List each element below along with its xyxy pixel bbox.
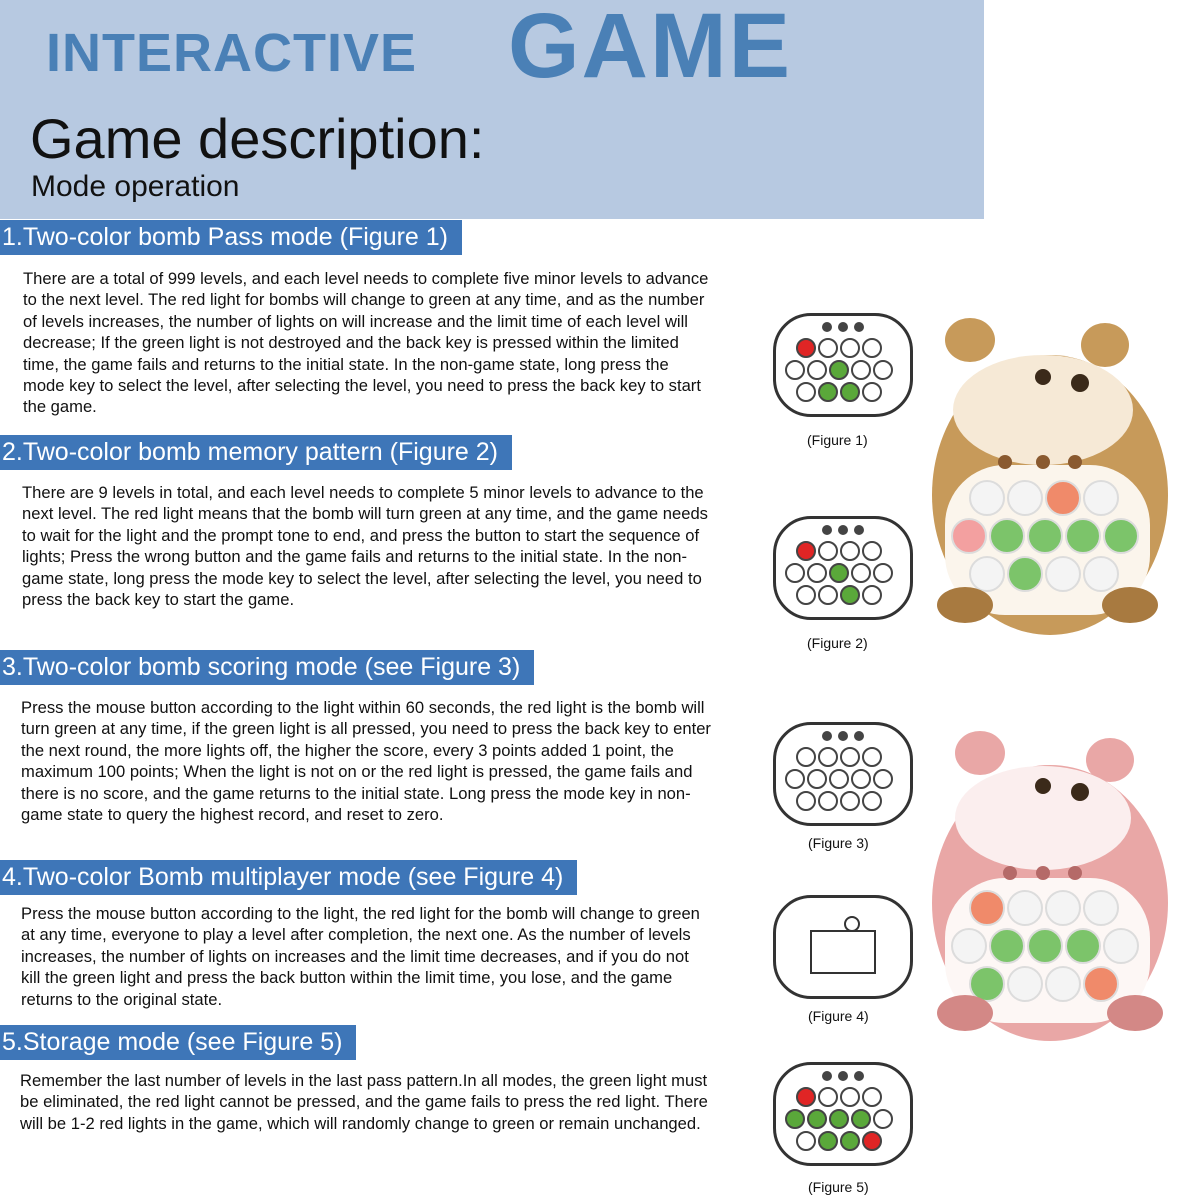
toy-light: [1046, 891, 1080, 925]
hamster-ear-left: [945, 318, 995, 362]
section-3-title: 3.Two-color bomb scoring mode (see Figure 3): [0, 650, 534, 685]
light-white: [851, 769, 871, 789]
light-white: [785, 563, 805, 583]
toy-light: [1084, 557, 1118, 591]
light-white: [785, 769, 805, 789]
light-white: [796, 747, 816, 767]
mode-button: [854, 322, 864, 332]
figure-3-device: [773, 722, 913, 826]
hamster-eye-right: [1071, 783, 1089, 801]
toy-light: [1104, 519, 1138, 553]
light-white: [807, 769, 827, 789]
light-white: [873, 360, 893, 380]
figure-1-caption: (Figure 1): [807, 432, 868, 448]
section-1-title: 1.Two-color bomb Pass mode (Figure 1): [0, 220, 462, 255]
mode-button: [854, 731, 864, 741]
figure-4-device: [773, 895, 913, 999]
light-green: [818, 1131, 838, 1151]
toy-light: [1104, 929, 1138, 963]
light-white: [873, 769, 893, 789]
paw-button-2: [1036, 455, 1050, 469]
light-white: [818, 541, 838, 561]
toy-light: [1084, 891, 1118, 925]
light-red: [796, 338, 816, 358]
hamster-foot-left: [937, 587, 993, 623]
toy-light: [1046, 481, 1080, 515]
hamster-ear-right: [1081, 323, 1129, 367]
mode-button: [854, 1071, 864, 1081]
light-white: [818, 585, 838, 605]
light-white: [840, 541, 860, 561]
hamster-foot-left: [937, 995, 993, 1031]
toy-light: [970, 481, 1004, 515]
light-white: [862, 747, 882, 767]
toy-light: [1066, 519, 1100, 553]
light-white: [818, 791, 838, 811]
hamster-foot-right: [1102, 587, 1158, 623]
light-green: [807, 1109, 827, 1129]
light-red: [796, 1087, 816, 1107]
light-white: [851, 360, 871, 380]
toy-light: [1008, 557, 1042, 591]
toy-light: [952, 929, 986, 963]
mode-button: [838, 1071, 848, 1081]
light-white: [807, 360, 827, 380]
figure-4-button: [844, 916, 860, 932]
toy-light: [990, 929, 1024, 963]
light-red: [796, 541, 816, 561]
light-white: [796, 791, 816, 811]
mode-button: [822, 731, 832, 741]
light-white: [829, 769, 849, 789]
light-white: [840, 1087, 860, 1107]
toy-light: [970, 891, 1004, 925]
pink-hamster-toy: [925, 728, 1175, 1048]
light-white: [818, 747, 838, 767]
paw-button-1: [998, 455, 1012, 469]
mode-button: [822, 322, 832, 332]
section-2-title: 2.Two-color bomb memory pattern (Figure 2): [0, 435, 512, 470]
figure-2-caption: (Figure 2): [807, 635, 868, 651]
light-green: [840, 382, 860, 402]
toy-light: [1028, 519, 1062, 553]
light-white: [840, 747, 860, 767]
section-2-body: There are 9 levels in total, and each level needs to complete 5 minor levels to advance to the next level. The red light means that the bomb will turn green at any time, and the game needs to wait for the light and the prompt tone to end, and press the button to start the sequence of lights; Press the wrong button and the game fails and returns to the initial state. In the non-game state, long press the mode key to select the level, after selecting the level, you need to press the back key to start the game.: [22, 483, 708, 610]
figure-2-device: [773, 516, 913, 620]
toy-light: [1046, 557, 1080, 591]
hamster-foot-right: [1107, 995, 1163, 1031]
toy-light: [1008, 481, 1042, 515]
figure-3-caption: (Figure 3): [808, 835, 869, 851]
figure-5-caption: (Figure 5): [808, 1179, 869, 1195]
light-white: [818, 338, 838, 358]
toy-light: [970, 557, 1004, 591]
mode-button: [838, 525, 848, 535]
light-red: [862, 1131, 882, 1151]
section-4-title: 4.Two-color Bomb multiplayer mode (see Figure 4): [0, 860, 577, 895]
brown-hamster-toy: [925, 315, 1175, 645]
figure-5-device: [773, 1062, 913, 1166]
light-green: [829, 563, 849, 583]
figure-4-caption: (Figure 4): [808, 1008, 869, 1024]
description-heading: Game description:: [30, 107, 485, 170]
hamster-eye-left: [1035, 369, 1051, 385]
title-interactive: INTERACTIVE: [46, 23, 418, 83]
light-green: [829, 360, 849, 380]
toy-light: [1084, 967, 1118, 1001]
light-white: [796, 585, 816, 605]
light-white: [818, 1087, 838, 1107]
mode-button: [822, 525, 832, 535]
light-white: [862, 382, 882, 402]
light-white: [785, 360, 805, 380]
section-4-body: Press the mouse button according to the light, the red light for the bomb will change to green at any time, everyone to play a level after completion, the next one. As the number of levels increases, the number of lights on increases and the limit time decreases, and if you do not kill the green light and press the back button within the limit time, you lose, and the game returns to the original state.: [21, 904, 700, 1009]
description-subheading: Mode operation: [31, 170, 240, 203]
light-green: [818, 382, 838, 402]
light-green: [840, 585, 860, 605]
light-white: [862, 1087, 882, 1107]
toy-light: [952, 519, 986, 553]
light-white: [840, 791, 860, 811]
toy-light: [1084, 481, 1118, 515]
section-3-body: Press the mouse button according to the light within 60 seconds, the red light is the bomb will turn green at any time, if the green light is all pressed, you need to press the back key to enter the next round, the more lights off, the higher the score, every 3 points added 1 point, the maximum 100 points; When the light is not on or the red light is pressed, the game fails and there is no score, and the game returns to the initial state. Long press the mode key in non-game state to query the highest record, and reset to zero.: [21, 698, 711, 825]
mode-button: [822, 1071, 832, 1081]
light-green: [829, 1109, 849, 1129]
paw-button-1: [1003, 866, 1017, 880]
paw-button-3: [1068, 866, 1082, 880]
hamster-ear-left: [955, 731, 1005, 775]
section-1-body: There are a total of 999 levels, and each level needs to complete five minor levels to advance to the next level. The red light for bombs will change to green at any time, and as the number of levels increases, the number of lights on will increase and the limit time of each level will decrease; If the green light is not destroyed and the back key is pressed within the limited time, the game fails and returns to the initial state. In the non-game state, long press the mode key to select the level, after selecting the level, you need to press the back key to start the game.: [23, 269, 709, 417]
mode-button: [838, 731, 848, 741]
light-white: [862, 585, 882, 605]
hamster-eye-left: [1035, 778, 1051, 794]
toy-light: [1066, 929, 1100, 963]
section-5-body: Remember the last number of levels in the last pass pattern.In all modes, the green light must be eliminated, the red light cannot be pressed, and the game fails to press the red light. There will be 1-2 red lights in the game, which will randomly change to green or remain unchanged.: [20, 1071, 708, 1133]
light-white: [862, 541, 882, 561]
light-white: [851, 563, 871, 583]
toy-light: [1028, 929, 1062, 963]
toy-light: [970, 967, 1004, 1001]
light-green: [851, 1109, 871, 1129]
figure-1-device: [773, 313, 913, 417]
section-5-title: 5.Storage mode (see Figure 5): [0, 1025, 356, 1060]
paw-button-3: [1068, 455, 1082, 469]
toy-light: [1008, 967, 1042, 1001]
light-white: [796, 1131, 816, 1151]
hamster-eye-right: [1071, 374, 1089, 392]
light-green: [785, 1109, 805, 1129]
toy-light: [990, 519, 1024, 553]
paw-button-2: [1036, 866, 1050, 880]
light-white: [873, 1109, 893, 1129]
light-green: [840, 1131, 860, 1151]
light-white: [862, 338, 882, 358]
mode-button: [838, 322, 848, 332]
toy-light: [1046, 967, 1080, 1001]
light-white: [807, 563, 827, 583]
light-white: [840, 338, 860, 358]
light-white: [873, 563, 893, 583]
figure-4-screen: [810, 930, 876, 974]
title-game: GAME: [508, 0, 792, 97]
mode-button: [854, 525, 864, 535]
light-white: [862, 791, 882, 811]
toy-light: [1008, 891, 1042, 925]
light-white: [796, 382, 816, 402]
